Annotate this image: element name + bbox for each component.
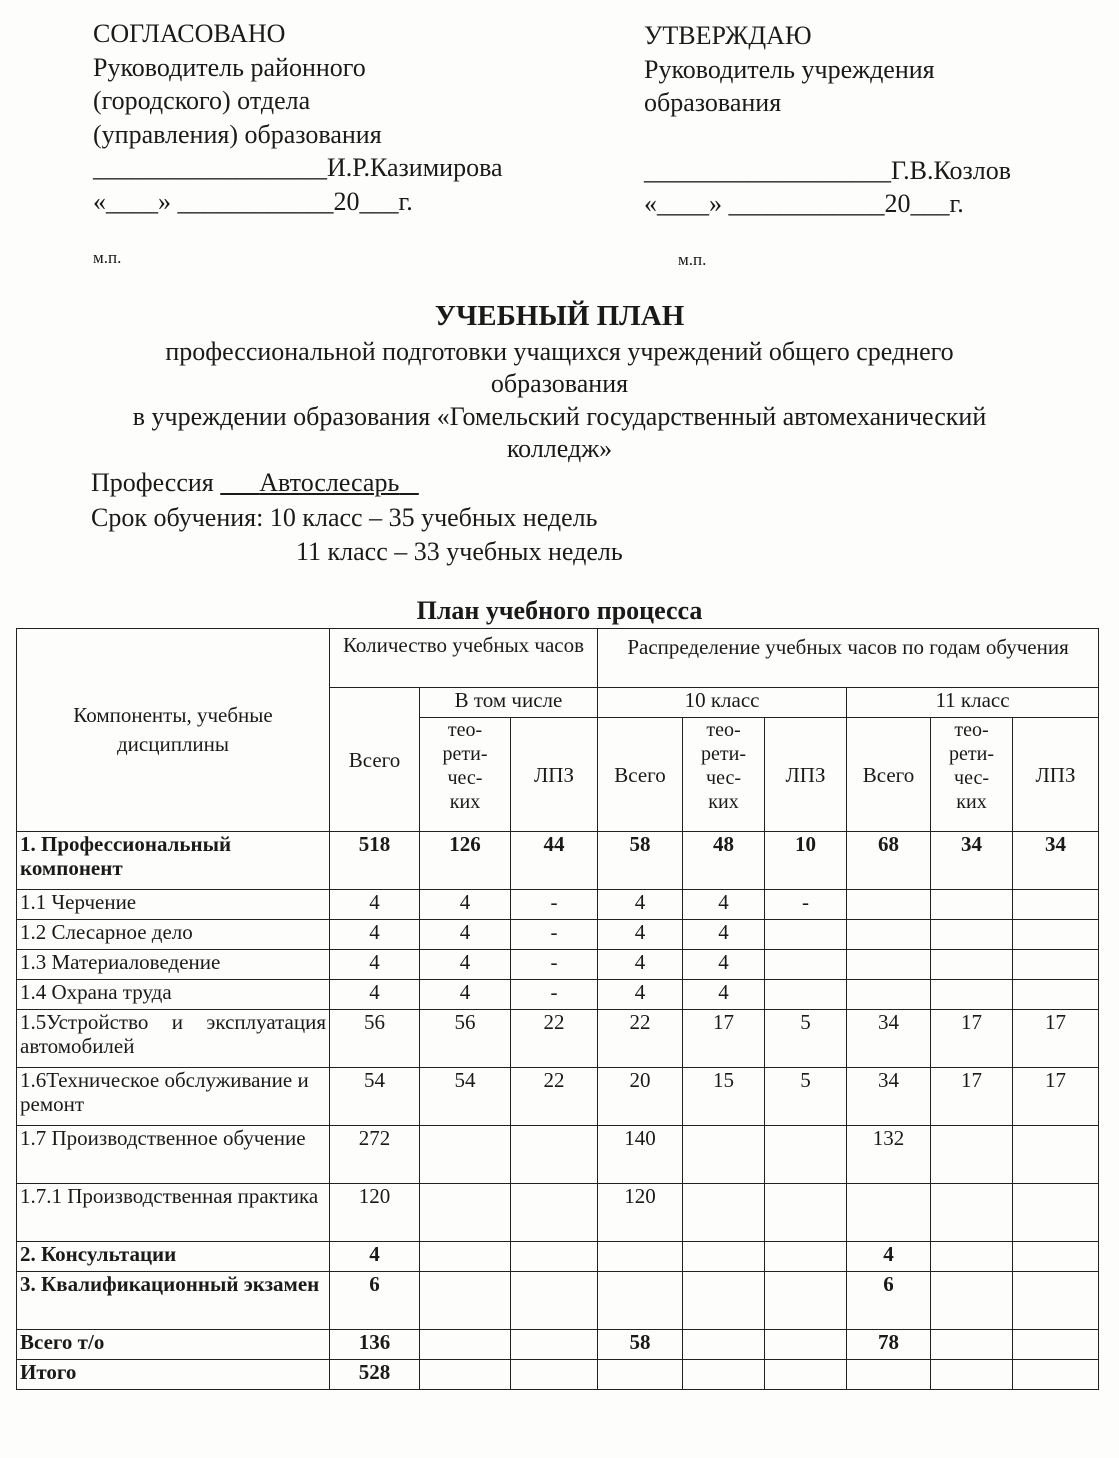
row-cell: 4	[598, 980, 683, 1010]
row-cell: 140	[598, 1126, 683, 1184]
row-cell: -	[511, 920, 598, 950]
row-cell: 58	[598, 1330, 683, 1360]
table-row	[17, 920, 1099, 950]
row-name: Всего т/о	[17, 1330, 330, 1360]
row-cell	[511, 1330, 598, 1360]
row-cell	[1013, 920, 1099, 950]
row-cell: 136	[330, 1330, 420, 1360]
row-cell: 68	[847, 832, 931, 890]
row-cell: 4	[598, 920, 683, 950]
row-cell: 34	[847, 1068, 931, 1126]
row-cell: 4	[330, 920, 420, 950]
approval-left	[93, 17, 503, 218]
header-components: Компоненты, учебные дисциплины	[17, 629, 330, 832]
row-cell	[765, 920, 847, 950]
table-row	[17, 1184, 1099, 1242]
row-cell	[765, 1272, 847, 1330]
row-cell: 5	[765, 1010, 847, 1068]
row-cell	[420, 1184, 511, 1242]
row-cell	[683, 1242, 765, 1272]
row-cell	[511, 1242, 598, 1272]
row-cell: 58	[598, 832, 683, 890]
row-cell: 4	[683, 980, 765, 1010]
table-row	[17, 1010, 1099, 1068]
row-cell: 56	[420, 1010, 511, 1068]
row-cell: 4	[420, 890, 511, 920]
table-title: План учебного процесса	[416, 596, 703, 625]
row-cell: 120	[330, 1184, 420, 1242]
approval-left-stamp: м.п.	[93, 248, 122, 267]
row-cell: 6	[330, 1272, 420, 1330]
term-label: Срок обучения:	[91, 503, 264, 532]
study-plan-table	[16, 628, 1099, 1390]
row-cell	[420, 1360, 511, 1390]
row-cell	[847, 1360, 931, 1390]
row-cell: 272	[330, 1126, 420, 1184]
row-cell: 4	[420, 920, 511, 950]
row-cell: -	[511, 980, 598, 1010]
row-cell: 518	[330, 832, 420, 890]
row-cell: 528	[330, 1360, 420, 1390]
row-cell	[765, 1184, 847, 1242]
table-body	[17, 832, 1099, 1390]
row-cell: 120	[598, 1184, 683, 1242]
table-row	[17, 832, 1099, 890]
row-cell	[1013, 1184, 1099, 1242]
approval-left-date: «____» ____________20___г.	[93, 186, 413, 216]
row-cell: 17	[931, 1068, 1013, 1126]
row-name: 1.2 Слесарное дело	[17, 920, 330, 950]
document-subtitle-line: профессиональной подготовки учащихся учреждений общего среднего	[165, 337, 954, 366]
profession-value: Автослесарь	[259, 468, 400, 497]
row-cell: 10	[765, 832, 847, 890]
row-cell: 17	[931, 1010, 1013, 1068]
row-cell: -	[765, 890, 847, 920]
header-total-all: Всего	[330, 688, 420, 832]
row-cell	[847, 1184, 931, 1242]
row-cell: 126	[420, 832, 511, 890]
approval-right-signature: ___________________Г.В.Козлов	[644, 155, 1012, 185]
approval-left-title: СОГЛАСОВАНО	[93, 19, 286, 48]
table-row	[17, 1126, 1099, 1184]
profession-label: Профессия	[91, 468, 214, 497]
header-hours: Количество учебных часов	[330, 629, 598, 688]
table-row	[17, 1272, 1099, 1330]
row-cell	[511, 1126, 598, 1184]
approval-right-stamp: м.п.	[678, 250, 707, 269]
row-cell	[931, 1242, 1013, 1272]
row-cell: 20	[598, 1068, 683, 1126]
row-cell	[1013, 950, 1099, 980]
row-cell: 15	[683, 1068, 765, 1126]
table-row	[17, 890, 1099, 920]
row-cell	[1013, 890, 1099, 920]
header-grade11: 11 класс	[847, 688, 1099, 718]
table-row	[17, 1242, 1099, 1272]
row-cell: 4	[330, 980, 420, 1010]
row-cell: 5	[765, 1068, 847, 1126]
row-cell	[1013, 1242, 1099, 1272]
row-cell: -	[511, 950, 598, 980]
profession-line	[91, 468, 419, 498]
row-cell	[598, 1272, 683, 1330]
row-cell: 48	[683, 832, 765, 890]
row-cell	[931, 1330, 1013, 1360]
row-cell	[511, 1272, 598, 1330]
row-cell: 4	[330, 890, 420, 920]
header-theory-11: тео- рети- чес- ких	[931, 718, 1013, 832]
document-subtitle-line: образования	[490, 369, 629, 398]
header-lpz-11: ЛПЗ	[1013, 718, 1099, 832]
row-name: Итого	[17, 1360, 330, 1390]
row-cell	[420, 1242, 511, 1272]
row-name: 1.7 Производственное обучение	[17, 1126, 330, 1184]
row-cell	[1013, 1126, 1099, 1184]
row-cell	[847, 890, 931, 920]
row-cell: 4	[330, 1242, 420, 1272]
approval-left-signature: __________________И.Р.Казимирова	[93, 153, 503, 182]
document-title: УЧЕБНЫЙ ПЛАН	[434, 300, 685, 332]
row-cell: 4	[330, 950, 420, 980]
document-subtitle-line: в учреждении образования «Гомельский государственный автомеханический	[132, 402, 987, 431]
row-cell: 4	[420, 980, 511, 1010]
approval-right-title: УТВЕРЖДАЮ	[644, 21, 812, 50]
header-theory-10: тео- рети- чес- ких	[683, 718, 765, 832]
row-cell	[511, 1360, 598, 1390]
row-name: 3. Квалификационный экзамен	[17, 1272, 330, 1330]
row-cell	[765, 1242, 847, 1272]
row-cell	[1013, 1360, 1099, 1390]
table-row	[17, 1360, 1099, 1390]
row-cell	[765, 1360, 847, 1390]
approval-right-date: «____» ____________20___г.	[644, 189, 964, 218]
header-total-10: Всего	[598, 718, 683, 832]
row-name: 1.1 Черчение	[17, 890, 330, 920]
row-name: 1.3 Материаловедение	[17, 950, 330, 980]
table-row	[17, 1068, 1099, 1126]
row-cell	[683, 1272, 765, 1330]
term-grade11: 11 класс – 33 учебных недель	[296, 537, 623, 566]
row-cell: 4	[598, 890, 683, 920]
row-name: 1.6Техническое обслуживание и ремонт	[17, 1068, 330, 1126]
row-cell	[683, 1126, 765, 1184]
row-cell	[511, 1184, 598, 1242]
row-cell	[598, 1360, 683, 1390]
row-cell	[931, 890, 1013, 920]
row-cell	[420, 1272, 511, 1330]
row-cell	[765, 1126, 847, 1184]
row-cell	[847, 980, 931, 1010]
row-cell: 132	[847, 1126, 931, 1184]
approval-right-line: Руководитель учреждения	[644, 54, 935, 84]
table-row	[17, 980, 1099, 1010]
header-lpz: ЛПЗ	[511, 718, 598, 832]
row-cell	[765, 980, 847, 1010]
row-cell	[847, 950, 931, 980]
row-cell: 54	[330, 1068, 420, 1126]
row-cell: 17	[683, 1010, 765, 1068]
row-cell: 4	[420, 950, 511, 980]
header-lpz-10: ЛПЗ	[765, 718, 847, 832]
row-name: 1.7.1 Производственная практика	[17, 1184, 330, 1242]
row-cell: 6	[847, 1272, 931, 1330]
row-cell	[420, 1330, 511, 1360]
row-cell: 4	[683, 890, 765, 920]
row-cell: 54	[420, 1068, 511, 1126]
row-cell	[931, 1360, 1013, 1390]
row-cell: 4	[847, 1242, 931, 1272]
row-cell	[1013, 1330, 1099, 1360]
row-cell	[931, 1272, 1013, 1330]
row-cell: 17	[1013, 1010, 1099, 1068]
row-cell	[683, 1184, 765, 1242]
term-grade10: 10 класс – 35 учебных недель	[269, 503, 598, 532]
row-cell: -	[511, 890, 598, 920]
row-cell: 22	[598, 1010, 683, 1068]
row-name: 1.4 Охрана труда	[17, 980, 330, 1010]
row-cell	[598, 1242, 683, 1272]
row-cell	[683, 1360, 765, 1390]
header-in-total: В том числе	[420, 688, 598, 718]
row-cell: 22	[511, 1010, 598, 1068]
row-cell	[931, 920, 1013, 950]
row-cell: 22	[511, 1068, 598, 1126]
header-grade10: 10 класс	[598, 688, 847, 718]
header-total-11: Всего	[847, 718, 931, 832]
row-cell: 34	[1013, 832, 1099, 890]
row-cell	[931, 1184, 1013, 1242]
approval-left-line: Руководитель районного	[93, 52, 366, 82]
row-cell	[765, 950, 847, 980]
row-cell: 56	[330, 1010, 420, 1068]
row-cell: 17	[1013, 1068, 1099, 1126]
row-name: 1. Профессиональный компонент	[17, 832, 330, 890]
approval-right-line: образования	[644, 88, 782, 117]
row-cell: 44	[511, 832, 598, 890]
header-theory: тео- рети- чес- ких	[420, 718, 511, 832]
row-cell	[931, 950, 1013, 980]
row-name: 2. Консультации	[17, 1242, 330, 1272]
row-cell	[1013, 1272, 1099, 1330]
row-cell	[847, 920, 931, 950]
approval-left-line: (городского) отдела	[93, 86, 311, 115]
row-cell: 34	[931, 832, 1013, 890]
row-cell	[683, 1330, 765, 1360]
row-cell	[931, 1126, 1013, 1184]
row-cell: 4	[683, 950, 765, 980]
row-name: 1.5Устройство и эксплуатация автомобилей	[17, 1010, 330, 1068]
document-subtitle-line: колледж»	[506, 434, 613, 463]
term-line	[91, 503, 598, 533]
row-cell	[765, 1330, 847, 1360]
row-cell	[1013, 980, 1099, 1010]
row-cell	[420, 1126, 511, 1184]
table-row	[17, 950, 1099, 980]
approval-left-line: (управления) образования	[93, 119, 382, 149]
row-cell: 4	[683, 920, 765, 950]
approval-right	[644, 19, 1011, 221]
row-cell: 34	[847, 1010, 931, 1068]
row-cell: 4	[598, 950, 683, 980]
header-distribution: Распределение учебных часов по годам обучения	[598, 629, 1099, 688]
row-cell: 78	[847, 1330, 931, 1360]
table-row	[17, 1330, 1099, 1360]
row-cell	[931, 980, 1013, 1010]
